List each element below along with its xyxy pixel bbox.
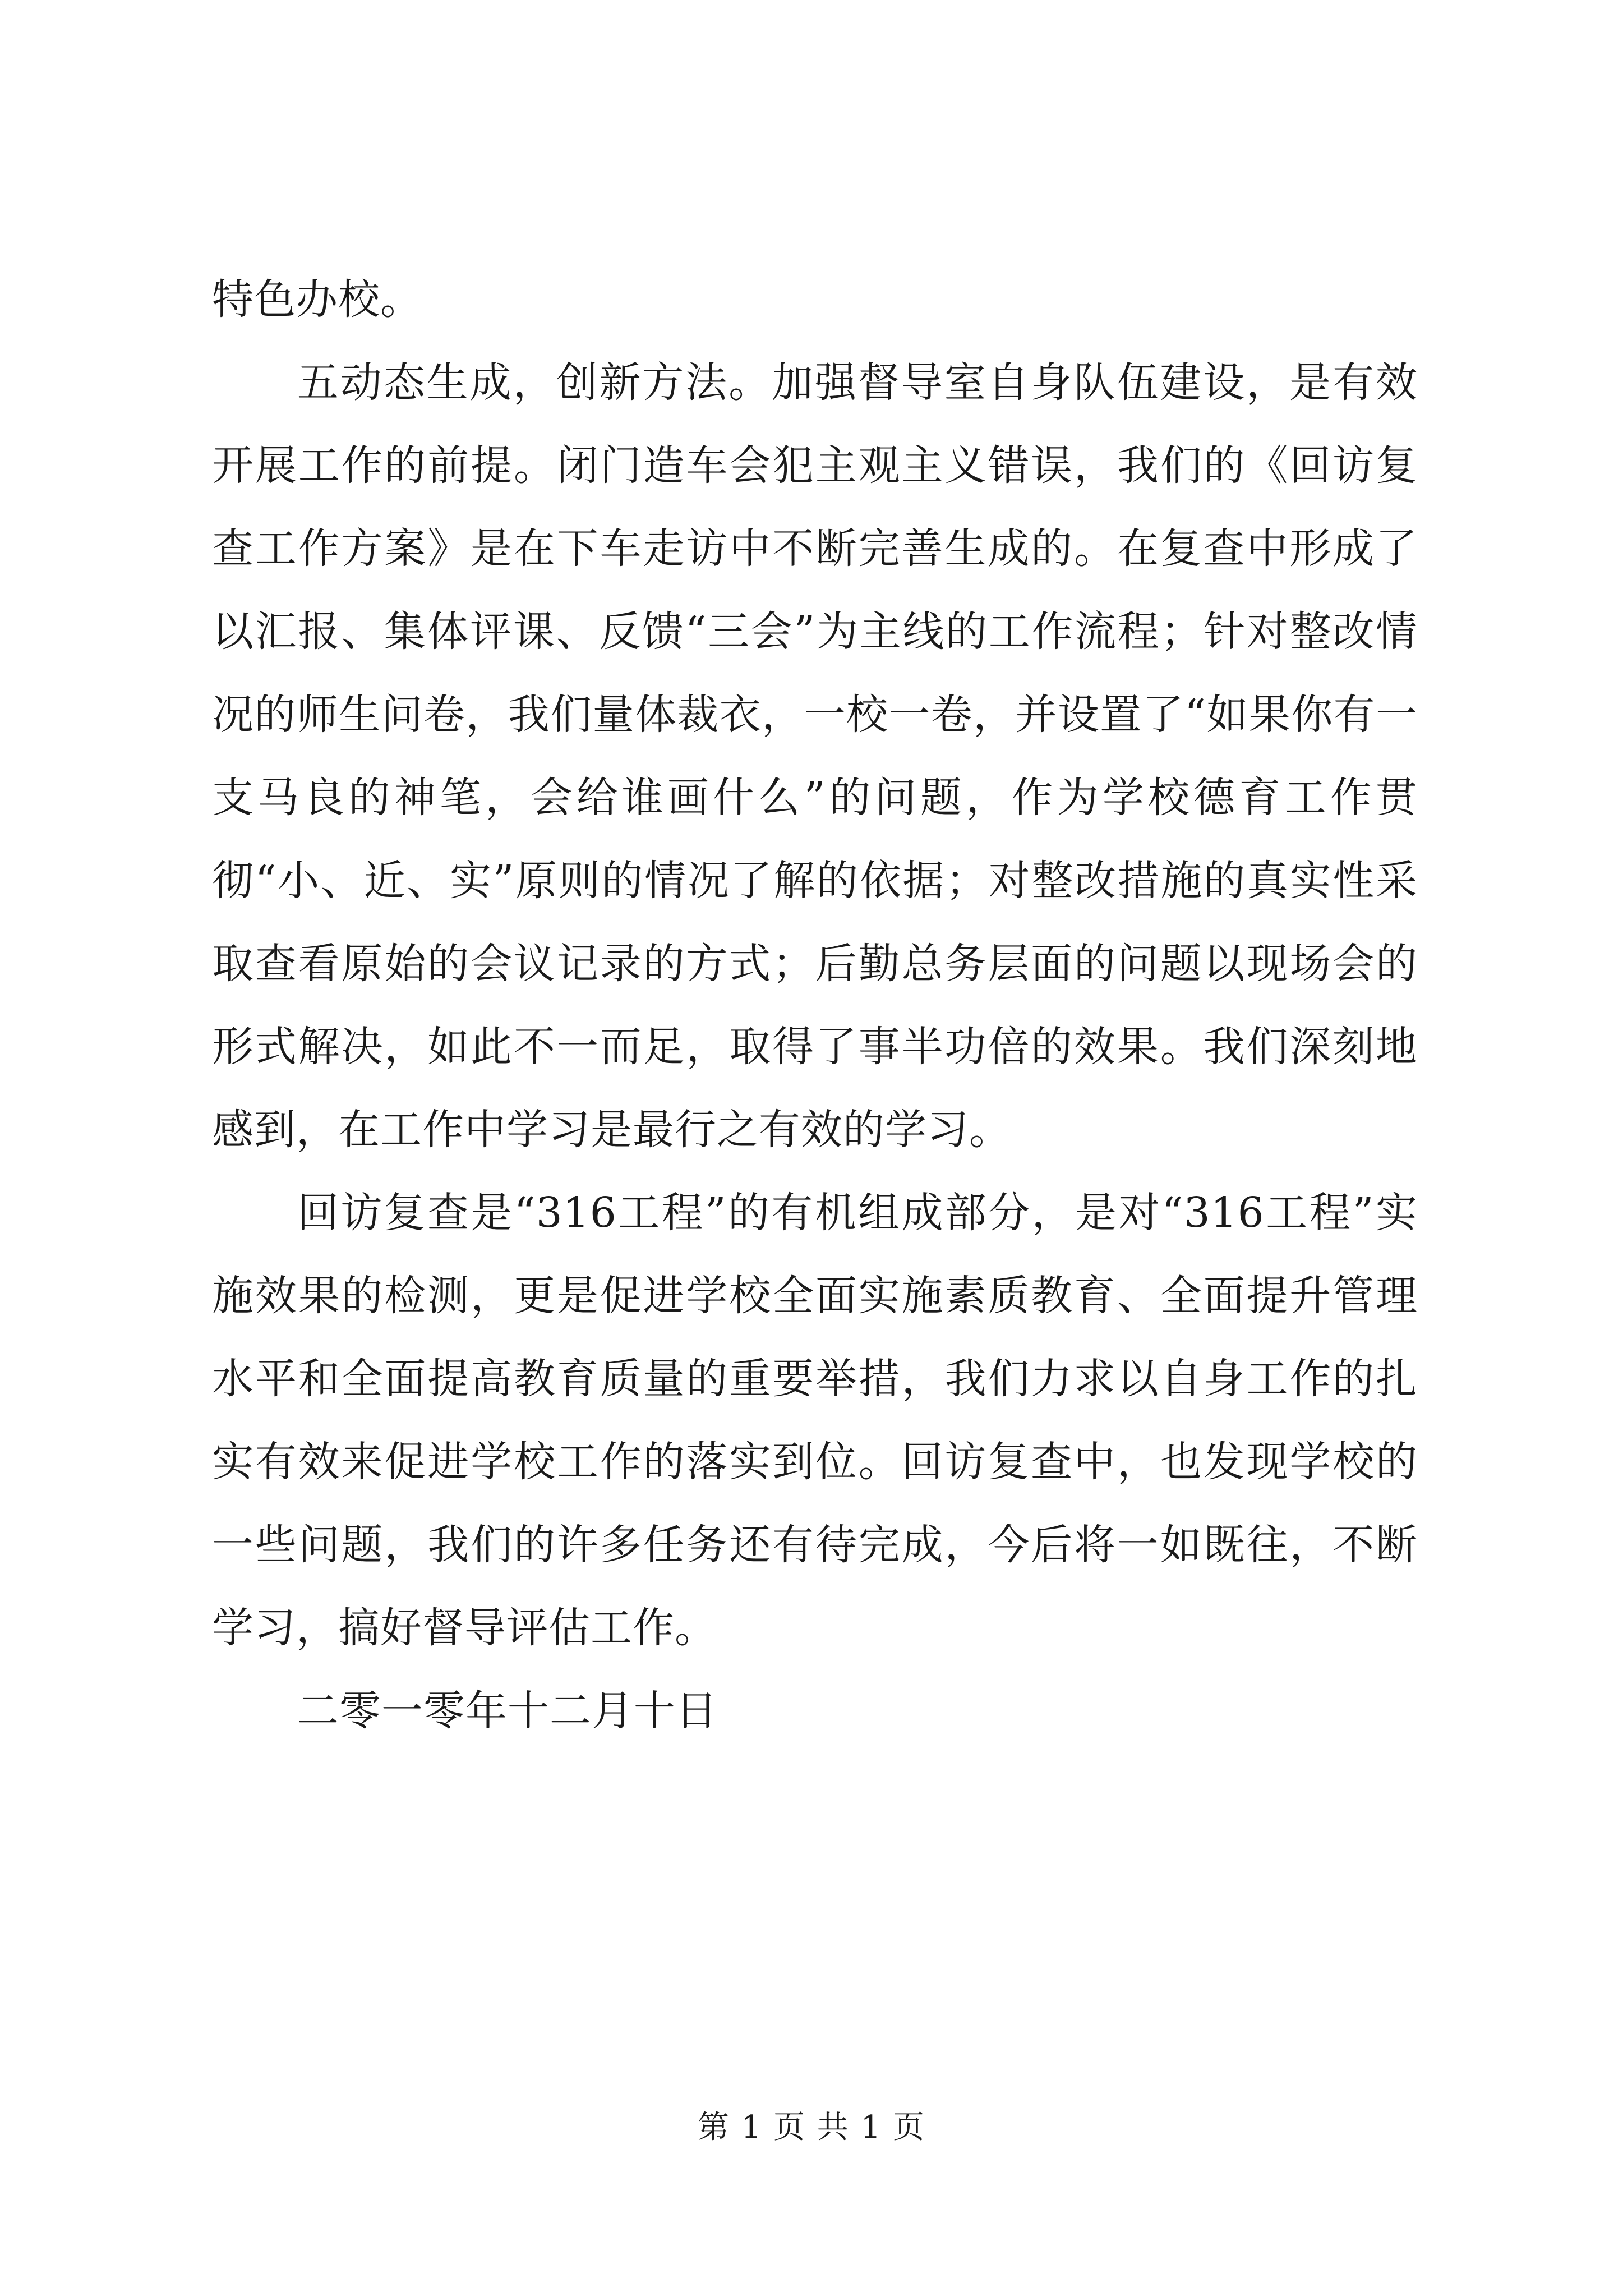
document-body bbox=[212, 258, 1418, 1752]
paragraph-dynamic-generation: 五动态生成，创新方法。加强督导室自身队伍建设，是有效开展工作的前提。闭门造车会犯主观主义错误，我们的《回访复查工作方案》是在下车走访中不断完善生成的。在复查中形成了以汇报、集体评课、反馈“三会”为主线的工作流程；针对整改情况的师生问卷，我们量体裁衣，一校一卷，并设置了“如果你有一支马良的神笔，会给谁画什么”的问题，作为学校德育工作贯彻“小、近、实”原则的情况了解的依据；对整改措施的真实性采取查看原始的会议记录的方式；后勤总务层面的问题以现场会的形式解决，如此不一而足，取得了事半功倍的效果。我们深刻地感到，在工作中学习是最行之有效的学习。 bbox=[212, 358, 1418, 1154]
paragraph-continuation: 特色办校。 bbox=[212, 275, 422, 324]
paragraph-followup-review: 回访复查是“316工程”的有机组成部分，是对“316工程”实施效果的检测，更是促进学校全面实施素质教育、全面提升管理水平和全面提高教育质量的重要举措，我们力求以自身工作的扎实有效来促进学校工作的落实到位。回访复查中，也发现学校的一些问题，我们的许多任务还有待完成，今后将一如既往，不断学习，搞好督导评估工作。 bbox=[212, 1189, 1418, 1652]
document-date: 二零一零年十二月十日 bbox=[297, 1687, 718, 1735]
page-footer: 第 1 页 共 1 页 bbox=[697, 2109, 926, 2146]
